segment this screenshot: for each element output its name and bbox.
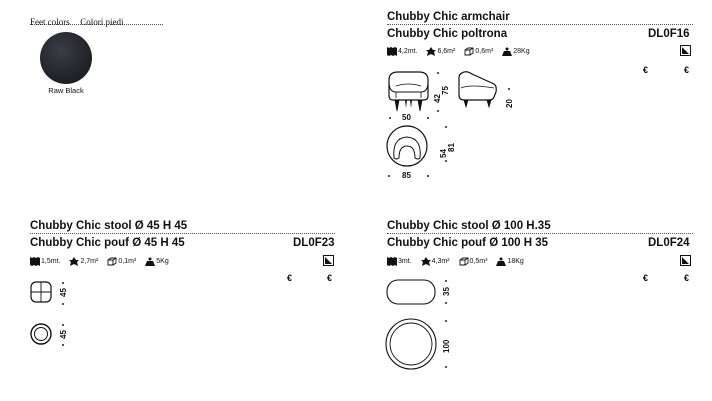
dim-marker <box>427 117 429 119</box>
product-header-divider <box>387 233 693 234</box>
fabric-amount: 3mt. <box>398 258 412 265</box>
product-title-en: Chubby Chic stool Ø 100 H.35 <box>387 220 551 232</box>
leather-hide-icon <box>426 47 436 56</box>
dim-marker <box>62 344 64 346</box>
price-list-icon <box>680 255 691 266</box>
box-volume-icon <box>107 257 117 266</box>
box-volume-icon <box>459 257 469 266</box>
dim-marker <box>445 320 447 322</box>
leather-amount: 2,7m² <box>80 258 99 265</box>
weight-amount: 18Kg <box>507 258 524 265</box>
price-leather: € <box>684 65 690 75</box>
product-title-it: Chubby Chic poltrona <box>387 28 508 40</box>
dim-marker <box>445 302 447 304</box>
product-title-en: Chubby Chic armchair <box>387 11 510 23</box>
price-fabric: € <box>643 65 649 75</box>
weight-amount: 28Kg <box>513 48 530 55</box>
fabric-roll-icon <box>387 257 397 266</box>
feet-colors-label-en: Feet colors <box>30 17 70 27</box>
leather-hide-icon <box>69 257 79 266</box>
dim-seat-height: 42 <box>433 94 442 103</box>
leather-amount: 4,3m² <box>431 258 450 265</box>
dim-marker <box>389 117 391 119</box>
feet-colors-header <box>30 12 163 25</box>
dim-height: 35 <box>442 287 451 296</box>
product-title-it: Chubby Chic pouf Ø 45 H 45 <box>30 237 185 249</box>
dim-marker <box>445 126 447 128</box>
armchair-plan-drawing <box>385 124 429 168</box>
volume-amount: 0,5m³ <box>469 258 488 265</box>
dim-marker <box>62 324 64 326</box>
product-specs <box>387 257 533 266</box>
dim-marker <box>508 88 510 90</box>
stool-45-plan-drawing <box>30 323 52 345</box>
box-volume-icon <box>464 47 474 56</box>
product-header-divider <box>30 233 335 234</box>
price-list-icon <box>680 45 691 56</box>
weight-icon <box>496 257 506 266</box>
dim-marker <box>445 160 447 162</box>
product-code: DL0F23 <box>293 237 335 249</box>
feet-colors-label-it: Colori piedi <box>80 17 124 27</box>
stool-100-front-drawing <box>386 279 436 305</box>
price-list-icon <box>323 255 334 266</box>
weight-icon <box>145 257 155 266</box>
leather-amount: 6,6m² <box>437 48 456 55</box>
product-title-en: Chubby Chic stool Ø 45 H 45 <box>30 220 188 232</box>
weight-icon <box>502 47 512 56</box>
dim-front-width: 50 <box>402 113 411 122</box>
dim-marker <box>445 280 447 282</box>
dim-plan-depth: 54 <box>439 149 448 158</box>
volume-amount: 0,6m³ <box>475 48 494 55</box>
price-leather: € <box>684 273 690 283</box>
dim-height: 45 <box>59 288 68 297</box>
dim-marker <box>437 110 439 112</box>
dim-marker <box>427 175 429 177</box>
leather-hide-icon <box>421 257 431 266</box>
price-leather: € <box>327 273 333 283</box>
dim-marker <box>62 282 64 284</box>
fabric-roll-icon <box>30 257 40 266</box>
fabric-amount: 1,5mt. <box>41 258 61 265</box>
dim-plan-total: 81 <box>447 143 456 152</box>
product-code: DL0F16 <box>648 28 690 40</box>
fabric-amount: 4,2mt. <box>398 48 418 55</box>
product-title-it: Chubby Chic pouf Ø 100 H 35 <box>387 237 549 249</box>
color-swatch-raw-black[interactable] <box>40 32 92 84</box>
dim-plan-width: 85 <box>402 171 411 180</box>
dim-marker <box>445 366 447 368</box>
volume-amount: 0,1m³ <box>118 258 137 265</box>
fabric-roll-icon <box>387 47 397 56</box>
product-specs <box>30 257 178 266</box>
armchair-side-drawing <box>456 70 498 108</box>
dim-marker <box>437 72 439 74</box>
dim-feet-height: 20 <box>505 99 514 108</box>
price-fabric: € <box>643 273 649 283</box>
dim-diameter: 100 <box>442 339 451 353</box>
product-header-divider <box>387 24 693 25</box>
product-specs <box>387 47 539 56</box>
armchair-front-drawing <box>386 70 431 112</box>
price-fabric: € <box>287 273 293 283</box>
stool-100-plan-drawing <box>385 318 437 370</box>
weight-amount: 5Kg <box>156 258 169 265</box>
dim-marker <box>388 175 390 177</box>
dim-diameter: 45 <box>59 330 68 339</box>
product-code: DL0F24 <box>648 237 690 249</box>
dim-marker <box>62 303 64 305</box>
color-swatch-label: Raw Black <box>48 86 84 95</box>
dim-total-height: 75 <box>441 86 450 95</box>
stool-45-front-drawing <box>30 281 52 303</box>
